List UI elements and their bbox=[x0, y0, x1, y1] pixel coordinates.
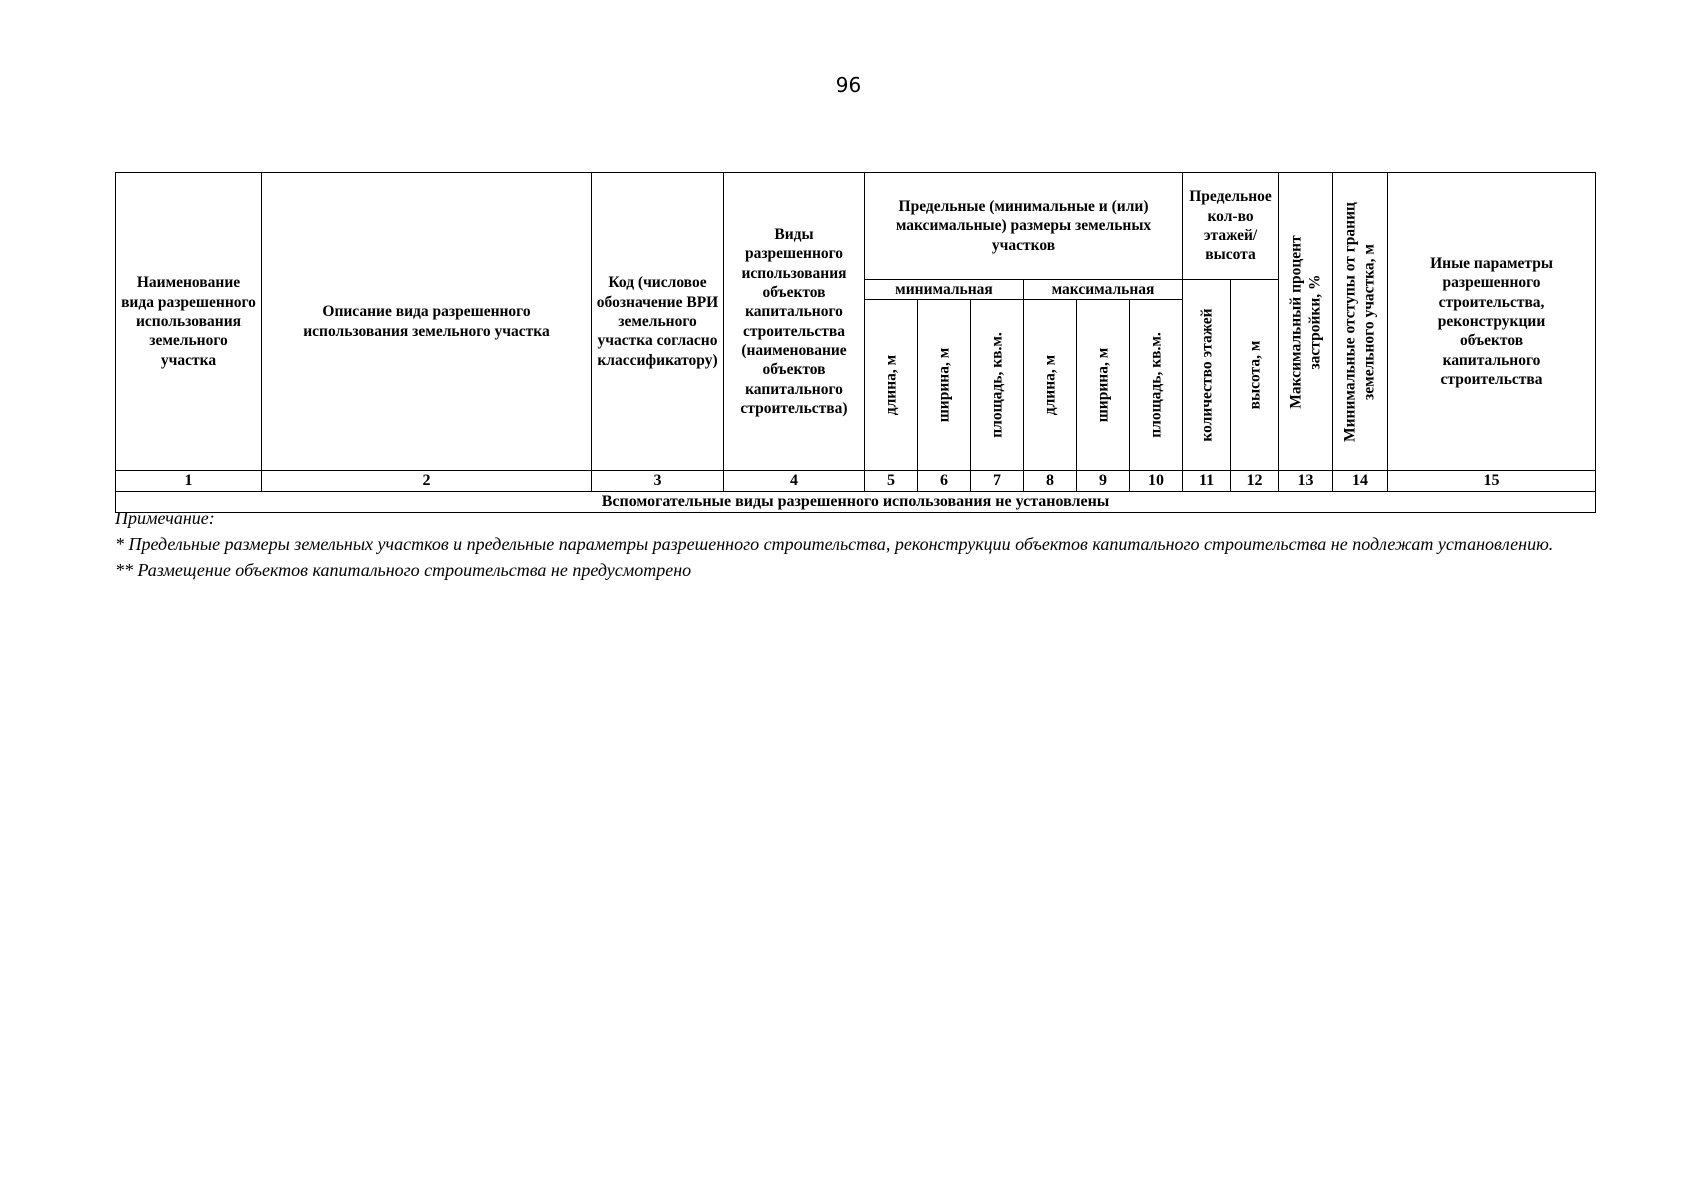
note-plot-limits: * Предельные размеры земельных участков и предельные параметры разрешенного строительства, реконструкции объектов капитального строительства не подлежат установлению. bbox=[115, 534, 1554, 554]
header-capital-construction-types: Виды разрешенного использования объектов капитального строительства (наименование объектов капитального строительства) bbox=[724, 173, 865, 471]
header-min-setbacks bbox=[1333, 173, 1388, 471]
column-number-row bbox=[116, 471, 1596, 492]
min-area-label: площадь, кв.м. bbox=[988, 332, 1006, 439]
column-number: 2 bbox=[262, 471, 592, 492]
header-permitted-use-description: Описание вида разрешенного использования земельного участка bbox=[262, 173, 592, 471]
header-minimal: минимальная bbox=[865, 280, 1024, 300]
zoning-parameters-table bbox=[115, 172, 1596, 513]
header-max-area bbox=[1130, 300, 1183, 471]
header-max-length bbox=[1024, 300, 1077, 471]
column-number: 4 bbox=[724, 471, 865, 492]
note-no-construction: ** Размещение объектов капитального строительства не предусмотрено bbox=[115, 560, 692, 580]
max-area-label: площадь, кв.м. bbox=[1147, 332, 1165, 439]
floors-count-label: количество этажей bbox=[1197, 308, 1215, 442]
header-other-parameters: Иные параметры разрешенного строительства, реконструкции объектов капитального строительства bbox=[1388, 173, 1596, 471]
column-number: 10 bbox=[1130, 471, 1183, 492]
column-number: 15 bbox=[1388, 471, 1596, 492]
max-build-percent-label: Максимальный процент застройки, % bbox=[1286, 234, 1323, 409]
header-classifier-code: Код (числовое обозначение ВРИ земельного участка согласно классификатору) bbox=[592, 173, 724, 471]
column-number: 6 bbox=[918, 471, 971, 492]
header-min-area bbox=[971, 300, 1024, 471]
column-number: 5 bbox=[865, 471, 918, 492]
min-length-label: длина, м bbox=[882, 355, 900, 416]
page-number: 96 bbox=[835, 73, 862, 97]
header-min-width bbox=[918, 300, 971, 471]
column-number: 11 bbox=[1183, 471, 1231, 492]
header-permitted-use-name: Наименование вида разрешенного использования земельного участка bbox=[116, 173, 262, 471]
column-number: 12 bbox=[1231, 471, 1279, 492]
column-number: 3 bbox=[592, 471, 724, 492]
header-height bbox=[1231, 280, 1279, 471]
column-number: 8 bbox=[1024, 471, 1077, 492]
header-max-build-percent bbox=[1279, 173, 1333, 471]
header-floors-height-limits: Предельное кол-во этажей/ высота bbox=[1183, 173, 1279, 280]
notes bbox=[115, 505, 1595, 583]
column-number: 13 bbox=[1279, 471, 1333, 492]
column-number: 14 bbox=[1333, 471, 1388, 492]
header-floors-count bbox=[1183, 280, 1231, 471]
column-number: 7 bbox=[971, 471, 1024, 492]
header-min-length bbox=[865, 300, 918, 471]
notes-title: Примечание: bbox=[115, 508, 215, 528]
min-width-label: ширина, м bbox=[935, 348, 953, 423]
height-label: высота, м bbox=[1245, 340, 1263, 410]
max-length-label: длина, м bbox=[1041, 355, 1059, 416]
header-maximal: максимальная bbox=[1024, 280, 1183, 300]
min-setbacks-label: Минимальные отступы от границ земельного участка, м bbox=[1341, 201, 1378, 442]
column-number: 1 bbox=[116, 471, 262, 492]
auxiliary-uses-not-established: Вспомогательные виды разрешенного использования не установлены bbox=[116, 492, 1596, 513]
column-number: 9 bbox=[1077, 471, 1130, 492]
max-width-label: ширина, м bbox=[1094, 348, 1112, 423]
header-max-width bbox=[1077, 300, 1130, 471]
header-plot-size-limits: Предельные (минимальные и (или) максимальные) размеры земельных участков bbox=[865, 173, 1183, 280]
